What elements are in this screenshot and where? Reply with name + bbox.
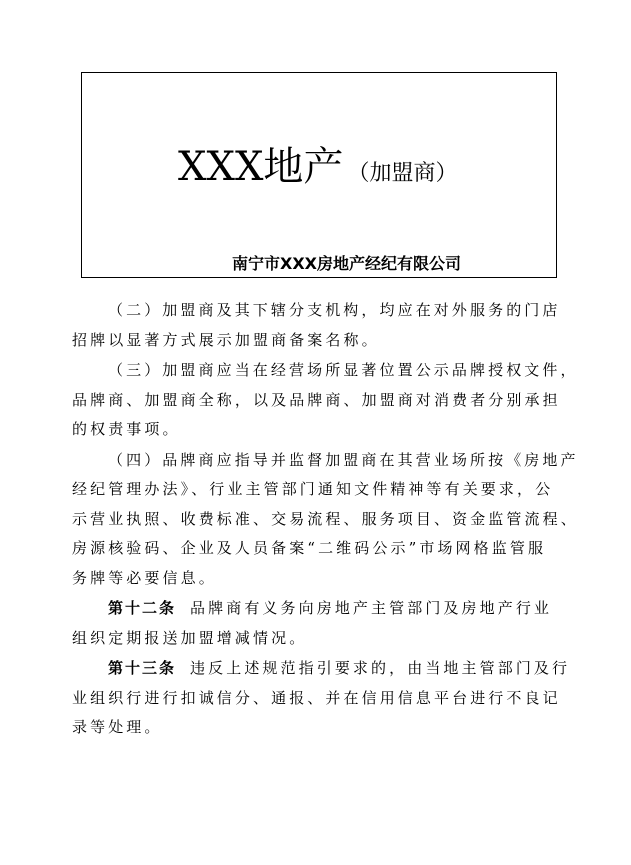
article-13 [72,654,572,743]
text-line [72,654,572,684]
article-text: 品牌商有义务向房地产主管部门及房地产行业 [190,599,553,617]
brand-name: XXX地产 [178,144,344,190]
text-line: （三）加盟商应当在经营场所显著位置公示品牌授权文件， [108,361,579,379]
franchisee-tag: （加盟商） [347,161,458,186]
text-line: （二）加盟商及其下辖分支机构，均应在对外服务的门店 [108,301,561,319]
document-body [72,296,579,743]
signboard-frame [81,72,557,278]
text-line: 的权责事项。 [72,420,181,438]
franchisee-company-name: 南宁市XXX房地产经纪有限公司 [232,254,462,273]
text-line: 招牌以显著方式展示加盟商备案名称。 [72,330,380,349]
text-line: 房源核验码、企业及人员备案“二维码公示”市场网格监管服 [72,539,547,557]
signboard-title [178,135,457,192]
text-line: 经纪管理办法》、行业主管部门通知文件精神等有关要求，公 [72,480,554,498]
text-line: （四）品牌商应指导并监督加盟商在其营业场所按《房地产 [108,450,579,469]
text-line: 组织定期报送加盟增减情况。 [72,628,308,647]
paragraph-3 [72,356,579,445]
article-label: 第十三条 [108,659,177,677]
text-line: 品牌商、加盟商全称，以及品牌商、加盟商对消费者分别承担 [72,390,561,409]
article-label: 第十二条 [108,599,177,617]
article-text: 违反上述规范指引要求的，由当地主管部门及行 [190,659,571,677]
paragraph-2 [72,296,572,355]
text-line: 业组织行进行扣诚信分、通报、并在信用信息平台进行不良记 [72,688,561,707]
text-line: 录等处理。 [72,718,163,736]
paragraph-4 [72,446,579,594]
text-line [72,594,572,624]
article-12 [72,594,572,653]
text-line: 务牌等必要信息。 [72,568,217,587]
text-line: 示营业执照、收费标准、交易流程、服务项目、资金监管流程、 [72,509,579,528]
